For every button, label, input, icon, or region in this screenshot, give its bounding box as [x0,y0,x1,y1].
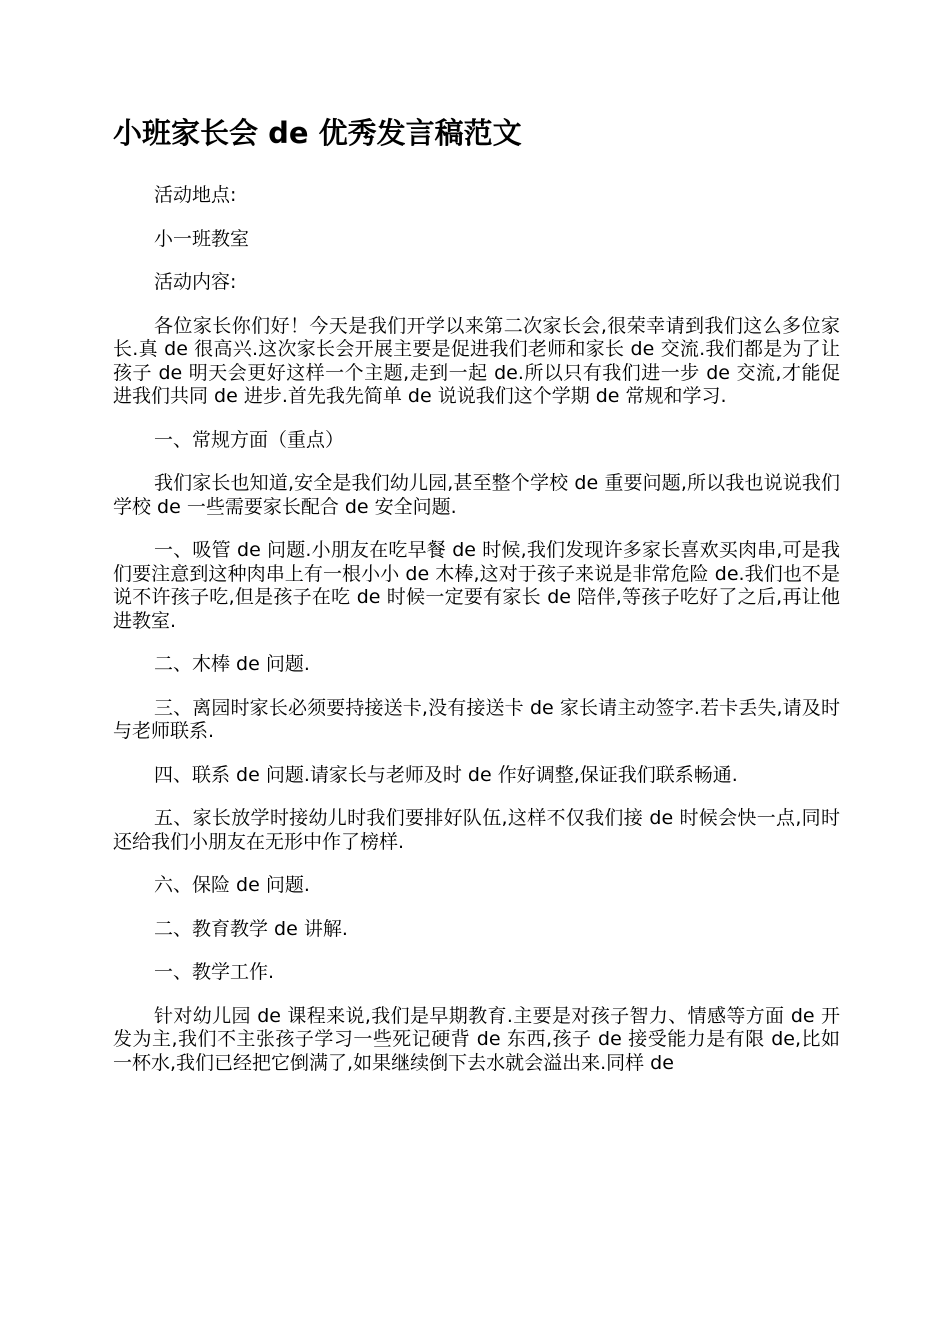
paragraph-item-contact: 四、联系 de 问题.请家长与老师及时 de 作好调整,保证我们联系畅通. [154,763,738,786]
paragraph-activity-location: 小一班教室 [154,227,250,250]
document-title: 小班家长会 de 优秀发言稿范文 [113,116,522,150]
paragraph-item-straw: 一、吸管 de 问题.小朋友在吃早餐 de 时候,我们发现许多家长喜欢买肉串,可是我们要注意到这种肉串上有一根小小 de 木棒,这对于孩子来说是非常危险 de.我们也不是说不许孩子吃,但是孩子在吃 de 时候一定要有家长 de 陪伴,等孩子吃好了之后,再让他进教室. [113,539,840,632]
paragraph-greeting: 各位家长你们好！今天是我们开学以来第二次家长会,很荣幸请到我们这么多位家长.真 de 很高兴.这次家长会开展主要是促进我们老师和家长 de 交流.我们都是为了让孩子 de 明天会更好这样一个主题,走到一起 de.所以只有我们进一步 de 交流,才能促进我们共同 de 进步.首先我先简单 de 说说我们这个学期 de 常规和学习. [113,314,840,407]
paragraph-item-pickup-card: 三、离园时家长必须要持接送卡,没有接送卡 de 家长请主动签字.若卡丢失,请及时与老师联系. [113,696,840,742]
heading-teaching-work: 一、教学工作. [154,961,275,983]
paragraph-item-stick: 二、木棒 de 问题. [154,653,310,675]
paragraph-safety-intro: 我们家长也知道,安全是我们幼儿园,甚至整个学校 de 重要问题,所以我也说说我们学校 de 一些需要家长配合 de 安全问题. [113,472,840,518]
paragraph-activity-content-label: 活动内容: [154,271,237,293]
paragraph-item-queue: 五、家长放学时接幼儿时我们要排好队伍,这样不仅我们接 de 时候会快一点,同时还给我们小朋友在无形中作了榜样. [113,807,840,853]
document-body [113,184,840,1095]
heading-education: 二、教育教学 de 讲解. [154,917,348,940]
heading-routine: 一、常规方面（重点） [154,428,345,451]
paragraph-activity-location-label: 活动地点: [154,184,237,206]
paragraph-item-insurance: 六、保险 de 问题. [154,874,310,896]
paragraph-curriculum: 针对幼儿园 de 课程来说,我们是早期教育.主要是对孩子智力、情感等方面 de 开发为主,我们不主张孩子学习一些死记硬背 de 东西,孩子 de 接受能力是有限 de,比如一杯水,我们已经把它倒满了,如果继续倒下去水就会溢出来.同样 de [113,1004,840,1074]
